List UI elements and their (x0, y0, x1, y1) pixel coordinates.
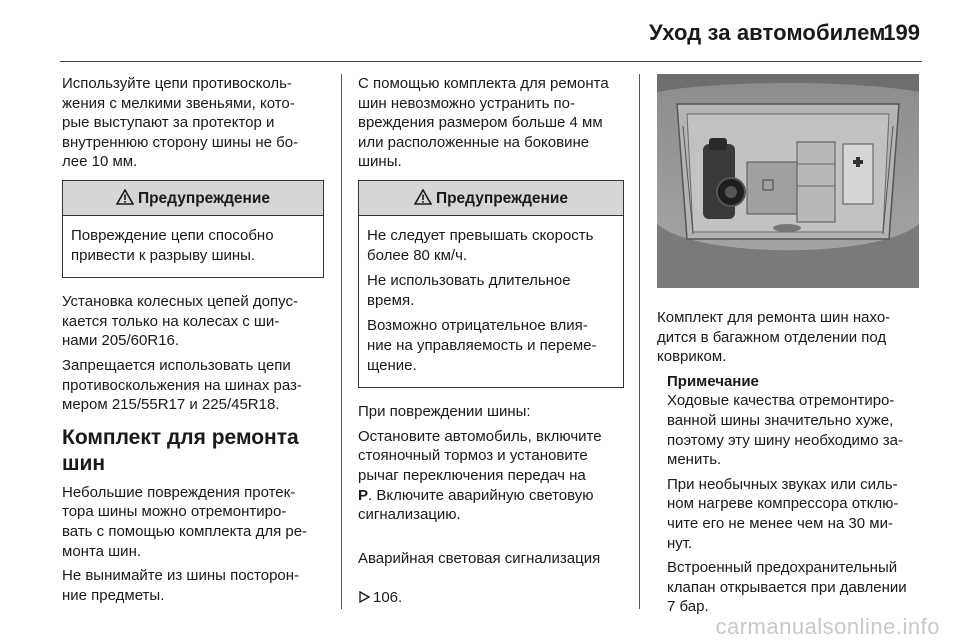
note-title: Примечание (667, 372, 759, 390)
paragraph: Установка колесных цепей допус- кается только на колесах с ши- нами 205/60R16. (62, 293, 298, 350)
section-title: Комплект для ремонта шин (62, 425, 299, 475)
warning-triangle-icon (414, 189, 432, 205)
paragraph (358, 530, 624, 608)
paragraph: Запрещается использовать цепи противоскольжения на шинах раз- мером 215/55R17 и 225/45R18. (62, 356, 302, 414)
watermark: carmanualsonline.info (715, 614, 940, 639)
page-reference-triangle-icon (358, 591, 370, 603)
column-2 (358, 74, 624, 613)
paragraph: Небольшие повреждения протек- тора шины можно отремонтиро- вать с помощью комплекта для ре- монта шин. (62, 483, 308, 560)
paragraph: Не вынимайте из шины посторон- ние предметы. (62, 567, 300, 604)
warning-header (63, 181, 323, 216)
warning-box (358, 180, 624, 388)
gear-position-label: P (358, 486, 369, 504)
paragraph: С помощью комплекта для ремонта шин невозможно устранить по- вреждения размером больше 4 мм или расположенные на боковине шины. (358, 75, 609, 171)
note-item: При необычных звуках или силь- ном нагреве компрессора отклю- чите его не менее чем на 30 ми- нут. (667, 475, 899, 552)
trunk-illustration (657, 74, 919, 288)
note-block (657, 372, 919, 617)
warning-text: Повреждение цепи способно привести к разрыву шины. (71, 226, 274, 264)
paragraph (358, 427, 624, 525)
warning-title: Предупреждение (137, 189, 271, 207)
text-run: . Включите аварийную световую сигнализацию. (358, 486, 594, 524)
warning-title: Предупреждение (435, 189, 569, 207)
warning-item: Не следует превышать скорость более 80 км/ч. (367, 226, 594, 264)
column-divider (341, 74, 342, 609)
paragraph: При повреждении шины: (358, 403, 531, 421)
column-1 (62, 74, 324, 610)
note-item: Встроенный предохранительный клапан открывается при давлении 7 бар. (667, 559, 907, 616)
page-reference-link[interactable]: 106. (373, 589, 403, 607)
warning-item: Возможно отрицательное влия- ние на управляемость и переме- щение. (367, 317, 597, 374)
warning-body (63, 216, 323, 277)
warning-item: Не использовать длительное время. (367, 272, 571, 309)
header-title: Уход за автомобилем (649, 20, 886, 45)
text-run: Остановите автомобиль, включите стояночный тормоз и установите рычаг переключения передач на (358, 427, 602, 484)
paragraph: Используйте цепи противосколь- жения с мелкими звеньями, кото- рые выступают за протектор и внутреннюю сторону шины не бо- лее 10 мм. (62, 75, 299, 171)
text-run: Аварийная световая сигнализация (358, 550, 601, 568)
warning-header (359, 181, 623, 216)
note-item: Ходовые качества отремонтиро- ванной шины значительно хуже, поэтому эту шину необходимо за- менить. (667, 392, 903, 469)
warning-triangle-icon (116, 189, 134, 205)
page-number: 199 (883, 20, 920, 45)
column-3 (657, 74, 919, 622)
warning-box (62, 180, 324, 278)
paragraph: Комплект для ремонта шин нахо- дится в багажном отделении под ковриком. (657, 309, 891, 366)
trunk-photo (657, 74, 919, 288)
column-divider (639, 74, 640, 609)
page-header (60, 0, 922, 62)
warning-body (359, 216, 623, 387)
